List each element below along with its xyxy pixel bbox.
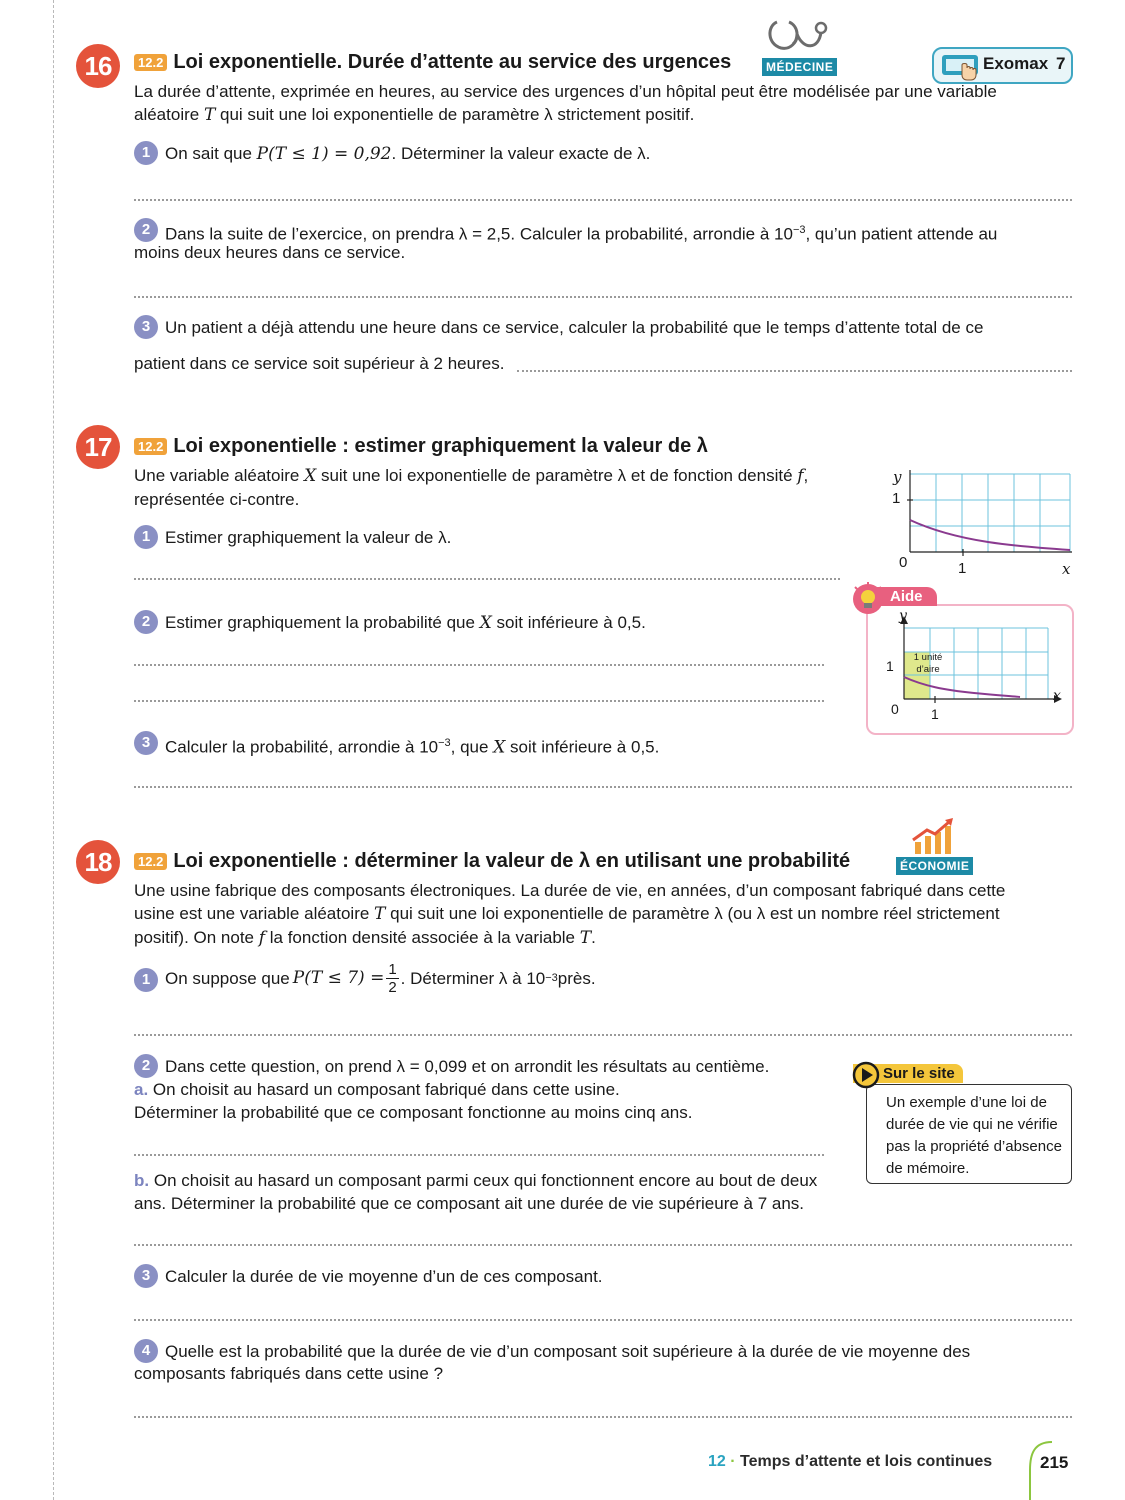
stethoscope-icon [763, 16, 831, 58]
section-tag: 12.2 [134, 54, 167, 71]
exercise-number: 17 [76, 425, 120, 469]
exomax-label: Exomax 7 [983, 54, 1066, 73]
margin-guide [53, 0, 54, 1500]
y-axis-label: y [893, 468, 902, 486]
question-number: 1 [134, 968, 158, 992]
answer-line[interactable] [134, 296, 1072, 298]
question-3: 3 Calculer la durée de vie moyenne d’un de ces composant. [134, 1264, 603, 1288]
page-number: 215 [1040, 1453, 1069, 1472]
exercise-intro: La durée d’attente, exprimée en heures, au service des urgences d’un hôpital peut être modélisée par une variable aléatoire T qui suit une loi exponentielle de paramètre λ strictement positif. [134, 82, 997, 125]
answer-line[interactable] [134, 578, 840, 580]
answer-line[interactable] [134, 1154, 824, 1156]
question-3: 3 Un patient a déjà attendu une heure dans ce service, calculer la probabilité que le temps d’attente total de ce [134, 315, 1074, 339]
section-tag: 12.2 [134, 853, 167, 870]
question-number: 2 [134, 218, 158, 242]
exercise-intro: Une variable aléatoire X suit une loi exponentielle de paramètre λ et de fonction densité f, représentée ci-contre. [134, 466, 809, 509]
exercise-heading [134, 51, 731, 74]
question-3-continued: patient dans ce service soit supérieur à 2 heures. [134, 354, 505, 373]
answer-line[interactable] [134, 1416, 1072, 1418]
question-number: 2 [134, 610, 158, 634]
question-3: 3 Calculer la probabilité, arrondie à $10^{-3}$, que X soit inférieure à 0,5. [134, 731, 659, 760]
question-2-continued: moins deux heures dans ce service. [134, 243, 406, 262]
question-4-continued: composants fabriqués dans cette usine ? [134, 1364, 444, 1383]
answer-line[interactable] [134, 199, 1072, 201]
x-tick-label: 1 [958, 560, 967, 577]
lightbulb-icon [851, 582, 885, 616]
question-number: 4 [134, 1339, 158, 1363]
pointer-hand-icon [940, 53, 982, 81]
answer-line[interactable] [517, 370, 1072, 372]
answer-line[interactable] [134, 1034, 1072, 1036]
question-1: 1 Estimer graphiquement la valeur de λ. [134, 525, 451, 549]
exercise-heading [134, 850, 850, 873]
badge-label: ÉCONOMIE [896, 857, 973, 875]
play-icon[interactable] [852, 1061, 880, 1089]
section-tag: 12.2 [134, 438, 167, 455]
question-number: 3 [134, 1264, 158, 1288]
economy-badge [895, 816, 970, 878]
exercise-intro: Une usine fabrique des composants électroniques. La durée de vie, en années, d’un composant fabriqué dans cette usine est une variable aléatoire T qui suit une loi exponentielle de paramètre λ (ou λ est un nombre réel strictement positif). On note f la fonction densité associée à la variable T. [134, 881, 1006, 948]
question-1: 1 On suppose que P(T ≤ 7) = $\frac{1}{2}$ . Déterminer λ à 10 −3 près. [134, 961, 596, 996]
question-number: 1 [134, 525, 158, 549]
origin-label: 0 [891, 701, 899, 717]
exercise-number: 16 [76, 44, 120, 88]
question-number: 3 [134, 731, 158, 755]
origin-label: 0 [899, 554, 908, 571]
question-2: 2 Estimer graphiquement la probabilité que X soit inférieure à 0,5. [134, 610, 646, 635]
question-4: 4 Quelle est la probabilité que la durée de vie d’un composant soit supérieure à la durée de vie moyenne des [134, 1339, 1074, 1363]
fraction: $\frac{1}{2}$ [388, 961, 397, 996]
exercise-number: 18 [76, 840, 120, 884]
density-curve [910, 520, 1070, 550]
answer-line[interactable] [134, 1244, 1072, 1246]
question-1: 1 On sait que P(T ≤ 1) = 0,92. Déterminer la valeur exacte de λ. [134, 141, 650, 166]
answer-line[interactable] [134, 700, 824, 702]
website-description: Un exemple d’une loi de durée de vie qui ne vérifie pas la propriété d’absence de mémoire. [886, 1094, 1062, 1177]
website-tab[interactable]: Sur le site [853, 1064, 963, 1083]
x-axis-label: x [1053, 688, 1061, 704]
density-graph [886, 466, 1078, 578]
y-tick-label: 1 [886, 658, 894, 674]
exomax-button[interactable] [932, 47, 1073, 84]
footer-chapter: 12 · Temps d’attente et lois continues [708, 1453, 993, 1470]
exercise-title: Loi exponentielle : déterminer la valeur de λ en utilisant une probabilité [173, 850, 851, 872]
answer-line[interactable] [134, 1319, 1072, 1321]
question-2b: b. On choisit au hasard un composant parmi ceux qui fonctionnent encore au bout de deux ans. Déterminer la probabilité que ce composant ait une durée de vie supérieure à 7 ans. [134, 1171, 818, 1213]
question-2: 2 Dans la suite de l’exercice, on prendra λ = 2,5. Calculer la probabilité, arrondie à $10^{-3}$, qu’un patient attende au [134, 218, 1074, 246]
exercise-title: Loi exponentielle. Durée d’attente au service des urgences [173, 51, 732, 73]
question-2a: a. On choisit au hasard un composant fabriqué dans cette usine. Déterminer la probabilité que ce composant fonctionne au moins cinq ans. [134, 1080, 693, 1122]
y-tick-label: 1 [892, 490, 901, 507]
exercise-title: Loi exponentielle : estimer graphiquement la valeur de λ [173, 435, 708, 457]
exercise-heading [134, 435, 708, 458]
question-number: 3 [134, 315, 158, 339]
question-2: 2 Dans cette question, on prend λ = 0,099 et on arrondit les résultats au centième. [134, 1054, 769, 1078]
aide-tab: Aide [864, 587, 937, 606]
growth-chart-icon [895, 816, 967, 856]
question-number: 2 [134, 1054, 158, 1078]
medicine-badge [763, 16, 834, 78]
x-axis-label: x [1062, 560, 1071, 578]
unit-area-label: 1 unité d’aire [913, 652, 943, 675]
y-axis-label: y [899, 608, 907, 624]
answer-line[interactable] [134, 786, 1072, 788]
badge-label: MÉDECINE [762, 58, 837, 76]
question-number: 1 [134, 141, 158, 165]
answer-line[interactable] [134, 664, 824, 666]
x-tick-label: 1 [931, 706, 939, 722]
